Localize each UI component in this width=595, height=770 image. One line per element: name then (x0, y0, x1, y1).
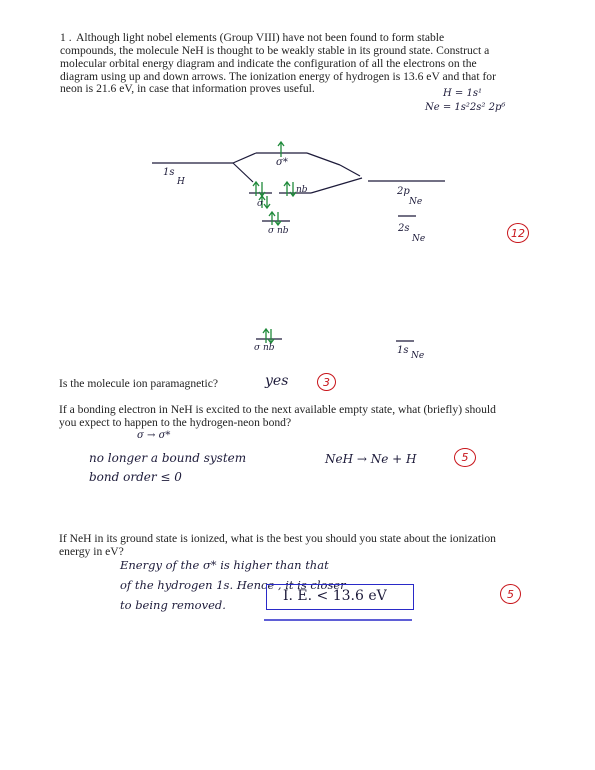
hydrogen-configuration: H = 1s¹ (443, 88, 482, 99)
sigma-nb-low-label: σ nb (254, 343, 275, 353)
question-1-number: 1 . (60, 31, 72, 44)
h-1s-subscript: H (177, 177, 185, 187)
sigma-nb-label: σ nb (268, 226, 289, 236)
question-1-line-3: molecular orbital energy diagram and indicate the configuration of all the electrons on the (60, 57, 477, 70)
question-3-answer-line-2: bond order ≤ 0 (89, 470, 182, 484)
question-4-answer-line-2: of the hydrogen 1s. Hence , it is closer (120, 578, 346, 592)
ionization-result: I. E. < 13.6 eV (283, 588, 387, 604)
ne-1s-label: 1s (397, 345, 409, 356)
question-1-line-5: neon is 21.6 eV, in case that information proves useful. (60, 82, 315, 95)
nb-label: nb (296, 185, 308, 195)
question-1-line-1: Although light nobel elements (Group VIII) have not been found to form stable (76, 31, 445, 44)
question-3-answer-line-1: no longer a bound system (89, 451, 247, 465)
sigma-bond-label: σ (257, 199, 264, 209)
question-4-answer-line-3: to being removed. (120, 598, 226, 612)
ne-2s-label: 2s (398, 223, 410, 234)
h-1s-label: 1s (163, 167, 175, 178)
ne-2p-subscript: Ne (409, 197, 423, 207)
question-2-answer: yes (265, 373, 289, 389)
question-1-line-4: diagram using up and down arrows. The ionization energy of hydrogen is 13.6 eV and that for (60, 70, 496, 83)
grade-diagram: 12 (507, 223, 529, 243)
question-3-transition: σ → σ* (137, 430, 171, 441)
neon-configuration: Ne = 1s²2s² 2p⁶ (425, 102, 506, 113)
ne-2p-label: 2p (397, 186, 410, 197)
question-4-line-1: If NeH in its ground state is ionized, what is the best you should you state about the ionization (59, 532, 496, 545)
grade-paramagnetic: 3 (317, 373, 336, 391)
question-1-line-2: compounds, the molecule NeH is thought to be weakly stable in its ground state. Construct a (60, 44, 490, 57)
ne-2s-subscript: Ne (412, 234, 426, 244)
grade-ionization: 5 (500, 584, 521, 604)
grade-bond: 5 (454, 448, 476, 467)
question-3-reaction: NeH → Ne + H (325, 452, 417, 466)
question-3-line-2: you expect to happen to the hydrogen-neon bond? (59, 416, 292, 429)
question-4-line-2: energy in eV? (59, 545, 124, 558)
question-3-line-1: If a bonding electron in NeH is excited to the next available empty state, what (briefly) should (59, 403, 496, 416)
question-4-answer-line-1: Energy of the σ* is higher than that (120, 558, 329, 572)
question-2-prompt: Is the molecule ion paramagnetic? (59, 377, 219, 390)
sigma-star-label: σ* (276, 157, 288, 168)
ne-1s-subscript: Ne (411, 351, 425, 361)
